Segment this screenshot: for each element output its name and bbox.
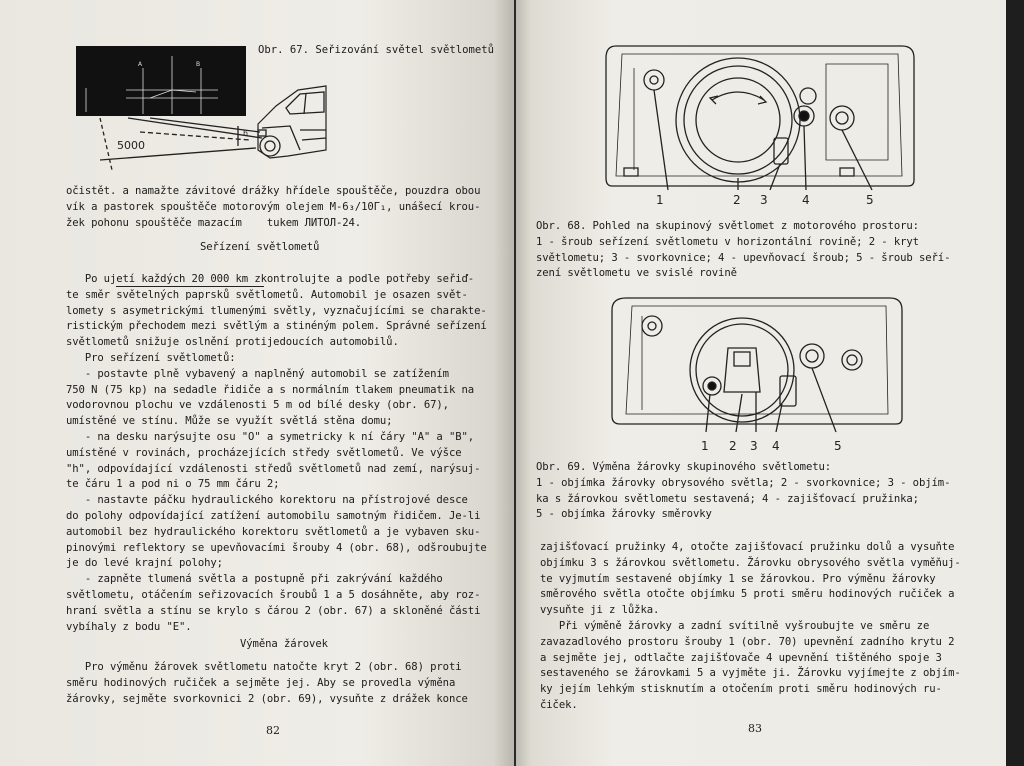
text-line: do polohy odpovídající zatížení automobilu samotným řidičem. Je-li <box>66 509 481 522</box>
fig69-callout-3: 3 <box>750 439 758 453</box>
text-line: lomety s asymetrickými tlumenými světly, vyznačujícími se charakte- <box>66 304 487 317</box>
text-line: 750 N (75 kp) na sedadle řidiče a s normálním tlakem pneumatik na <box>66 383 475 396</box>
text-line: - zapněte tlumená světla a postupně při zakrývání každého <box>66 573 443 586</box>
caption-line: ka s žárovkou světlometu sestavená; 4 - zajišťovací pružinka; <box>536 492 919 505</box>
fig67-caption: Obr. 67. Seřizování světel světlometů <box>258 44 494 56</box>
caption-line: 1 - šroub seřízení světlometu v horizontální rovině; 2 - kryt <box>536 235 919 248</box>
fig69-callout-2: 2 <box>729 439 737 453</box>
text-line: žek pohonu spouštěče mazacím tukem ЛИТОЛ-24. <box>66 216 362 229</box>
text-line: ky jejím lehkým stisknutím a otočením proti směru hodinových ru- <box>540 683 942 696</box>
caption-line: Obr. 69. Výměna žárovky skupinového světlometu: <box>536 461 832 473</box>
text-line: Při výměně žárovky a zadní svítilně vyšroubujte ve směru ze <box>540 619 930 632</box>
fig69-callout-4: 4 <box>772 439 780 453</box>
text-line: směru hodinových ručiček a sejměte jej. Aby se provedla výměna <box>66 676 456 689</box>
text-line: te čáru 1 a pod ni o 75 mm čáru 2; <box>66 478 280 491</box>
caption-line: Obr. 68. Pohled na skupinový světlomet z motorového prostoru: <box>536 220 919 232</box>
text-line: vík a pastorek spouštěče motorovým olejem M-6₃/10Г₁, unášecí krou- <box>66 200 481 213</box>
text-line: vybíhaly z bodu "E". <box>66 620 192 633</box>
text-line: te směr světelných paprsků světlometů. Automobil je osazen svět- <box>66 288 468 301</box>
text-line: a sejměte jej, odtlačte zajišťovače 4 upevnění tištěného spoje 3 <box>540 651 942 664</box>
text-line: vysuňte ji z lůžka. <box>540 604 660 617</box>
fig68-callout-3: 3 <box>760 193 768 207</box>
adjust-text <box>66 272 487 635</box>
text-line: je do levé krajní polohy; <box>66 557 223 570</box>
text-line: zavazadlového prostoru šrouby 1 (obr. 70) upevnění zadního krytu 2 <box>540 635 955 648</box>
text-line: Pro výměnu žárovek světlometu natočte kryt 2 (obr. 68) proti <box>66 661 462 673</box>
text-line: hraní světla a stínu se krylo s čárou 2 (obr. 67) a skloněné části <box>66 604 481 617</box>
fig69-callout-5: 5 <box>834 439 842 453</box>
fig67-white-board <box>76 46 246 116</box>
fig67-illustration <box>0 0 514 180</box>
text-line: umístěné v rovinách, procházejících středy světlometů. Ve výšce <box>66 446 462 459</box>
underline-mark <box>116 286 264 287</box>
right-body-text <box>540 540 961 714</box>
text-line: Pro seřízení světlometů: <box>66 351 236 364</box>
page-number-right: 83 <box>748 722 762 735</box>
heading-bulbs: Výměna žárovek <box>240 638 328 650</box>
text-line: světlometu, otáčením seřizovacích šroubů 1 a 5 dosáhněte, aby roz- <box>66 588 481 601</box>
text-line: Po ujetí každých 20 000 km zkontrolujte a podle potřeby seřiď- <box>66 273 475 285</box>
caption-line: 5 - objímka žárovky směrovky <box>536 508 712 521</box>
intro-text <box>66 184 480 231</box>
text-line: očistět. a namažte závitové drážky hřídele spouštěče, pouzdra obou <box>66 185 481 197</box>
text-line: automobil bez hydraulického korektoru světlometů a je vybaven sku- <box>66 525 481 538</box>
caption-line: 1 - objímka žárovky obrysového světla; 2 - svorkovnice; 3 - objím- <box>536 476 951 489</box>
text-line: - nastavte páčku hydraulického korektoru na přístrojové desce <box>66 494 468 507</box>
text-line: sestaveného se žárovkami 5 a vyjměte ji. Žárovku vyjímejte z objím- <box>540 667 961 680</box>
fig68-callout-5: 5 <box>866 193 874 207</box>
fig67-label-h: h <box>243 129 249 138</box>
text-line: čiček. <box>540 698 578 711</box>
text-line: směrového světla otočte objímku 5 proti směru hodinových ručiček a <box>540 588 955 601</box>
right-page <box>516 0 1006 766</box>
text-line: te vyjmutím sestavené objímky 1 se žárovkou. Pro výměnu žárovky <box>540 572 936 585</box>
text-line: umístěné ve stínu. Může se využít světlá stěna domu; <box>66 415 393 428</box>
caption-line: světlometu; 3 - svorkovnice; 4 - upevňovací šroub; 5 - šroub seří- <box>536 251 951 264</box>
text-line: zajišťovací pružinky 4, otočte zajišťovací pružinku dolů a vysuňte <box>540 541 955 553</box>
text-line: ristickým přechodem mezi světlým a stinéným polem. Správné seřízení <box>66 320 487 333</box>
text-line: "h", odpovídající vzdálenosti středů světlometů nad zemí, narýsuj- <box>66 462 481 475</box>
page-number-left: 82 <box>266 724 280 737</box>
fig69-callout-1: 1 <box>701 439 709 453</box>
fig69-illustration <box>516 0 1006 460</box>
fig67-label-a: A <box>138 61 143 68</box>
text-line: žárovky, sejměte svorkovnici 2 (obr. 69), vysuňte z drážek konce <box>66 692 468 705</box>
bulb-text <box>66 660 468 707</box>
fig67-label-distance: 5000 <box>117 139 145 152</box>
fig69-caption <box>536 460 950 523</box>
caption-line: zení světlometu ve svislé rovině <box>536 267 737 280</box>
heading-adjust: Seřízení světlometů <box>200 241 320 253</box>
fig68-callout-4: 4 <box>802 193 810 207</box>
text-line: světlometů snižuje oslnění protijedoucích automobilů. <box>66 336 399 349</box>
fig68-callout-1: 1 <box>656 193 664 207</box>
fig67-label-b: B <box>196 61 201 68</box>
text-line: - postavte plně vybavený a naplněný automobil se zatížením <box>66 367 449 380</box>
text-line: objímku 3 s žárovkou světlometu. Žárovku obrysového světla vyměňuj- <box>540 556 961 569</box>
fig68-callout-2: 2 <box>733 193 741 207</box>
text-line: pinovými reflektory se upevňovacími šrouby 4 (obr. 68), odšroubujte <box>66 541 487 554</box>
text-line: - na desku narýsujte osu "O" a symetricky k ní čáry "A" a "B", <box>66 430 475 443</box>
book-edge <box>1006 0 1024 766</box>
text-line: vodorovnou plochu ve vzdálenosti 5 m od bílé desky (obr. 67), <box>66 399 449 412</box>
